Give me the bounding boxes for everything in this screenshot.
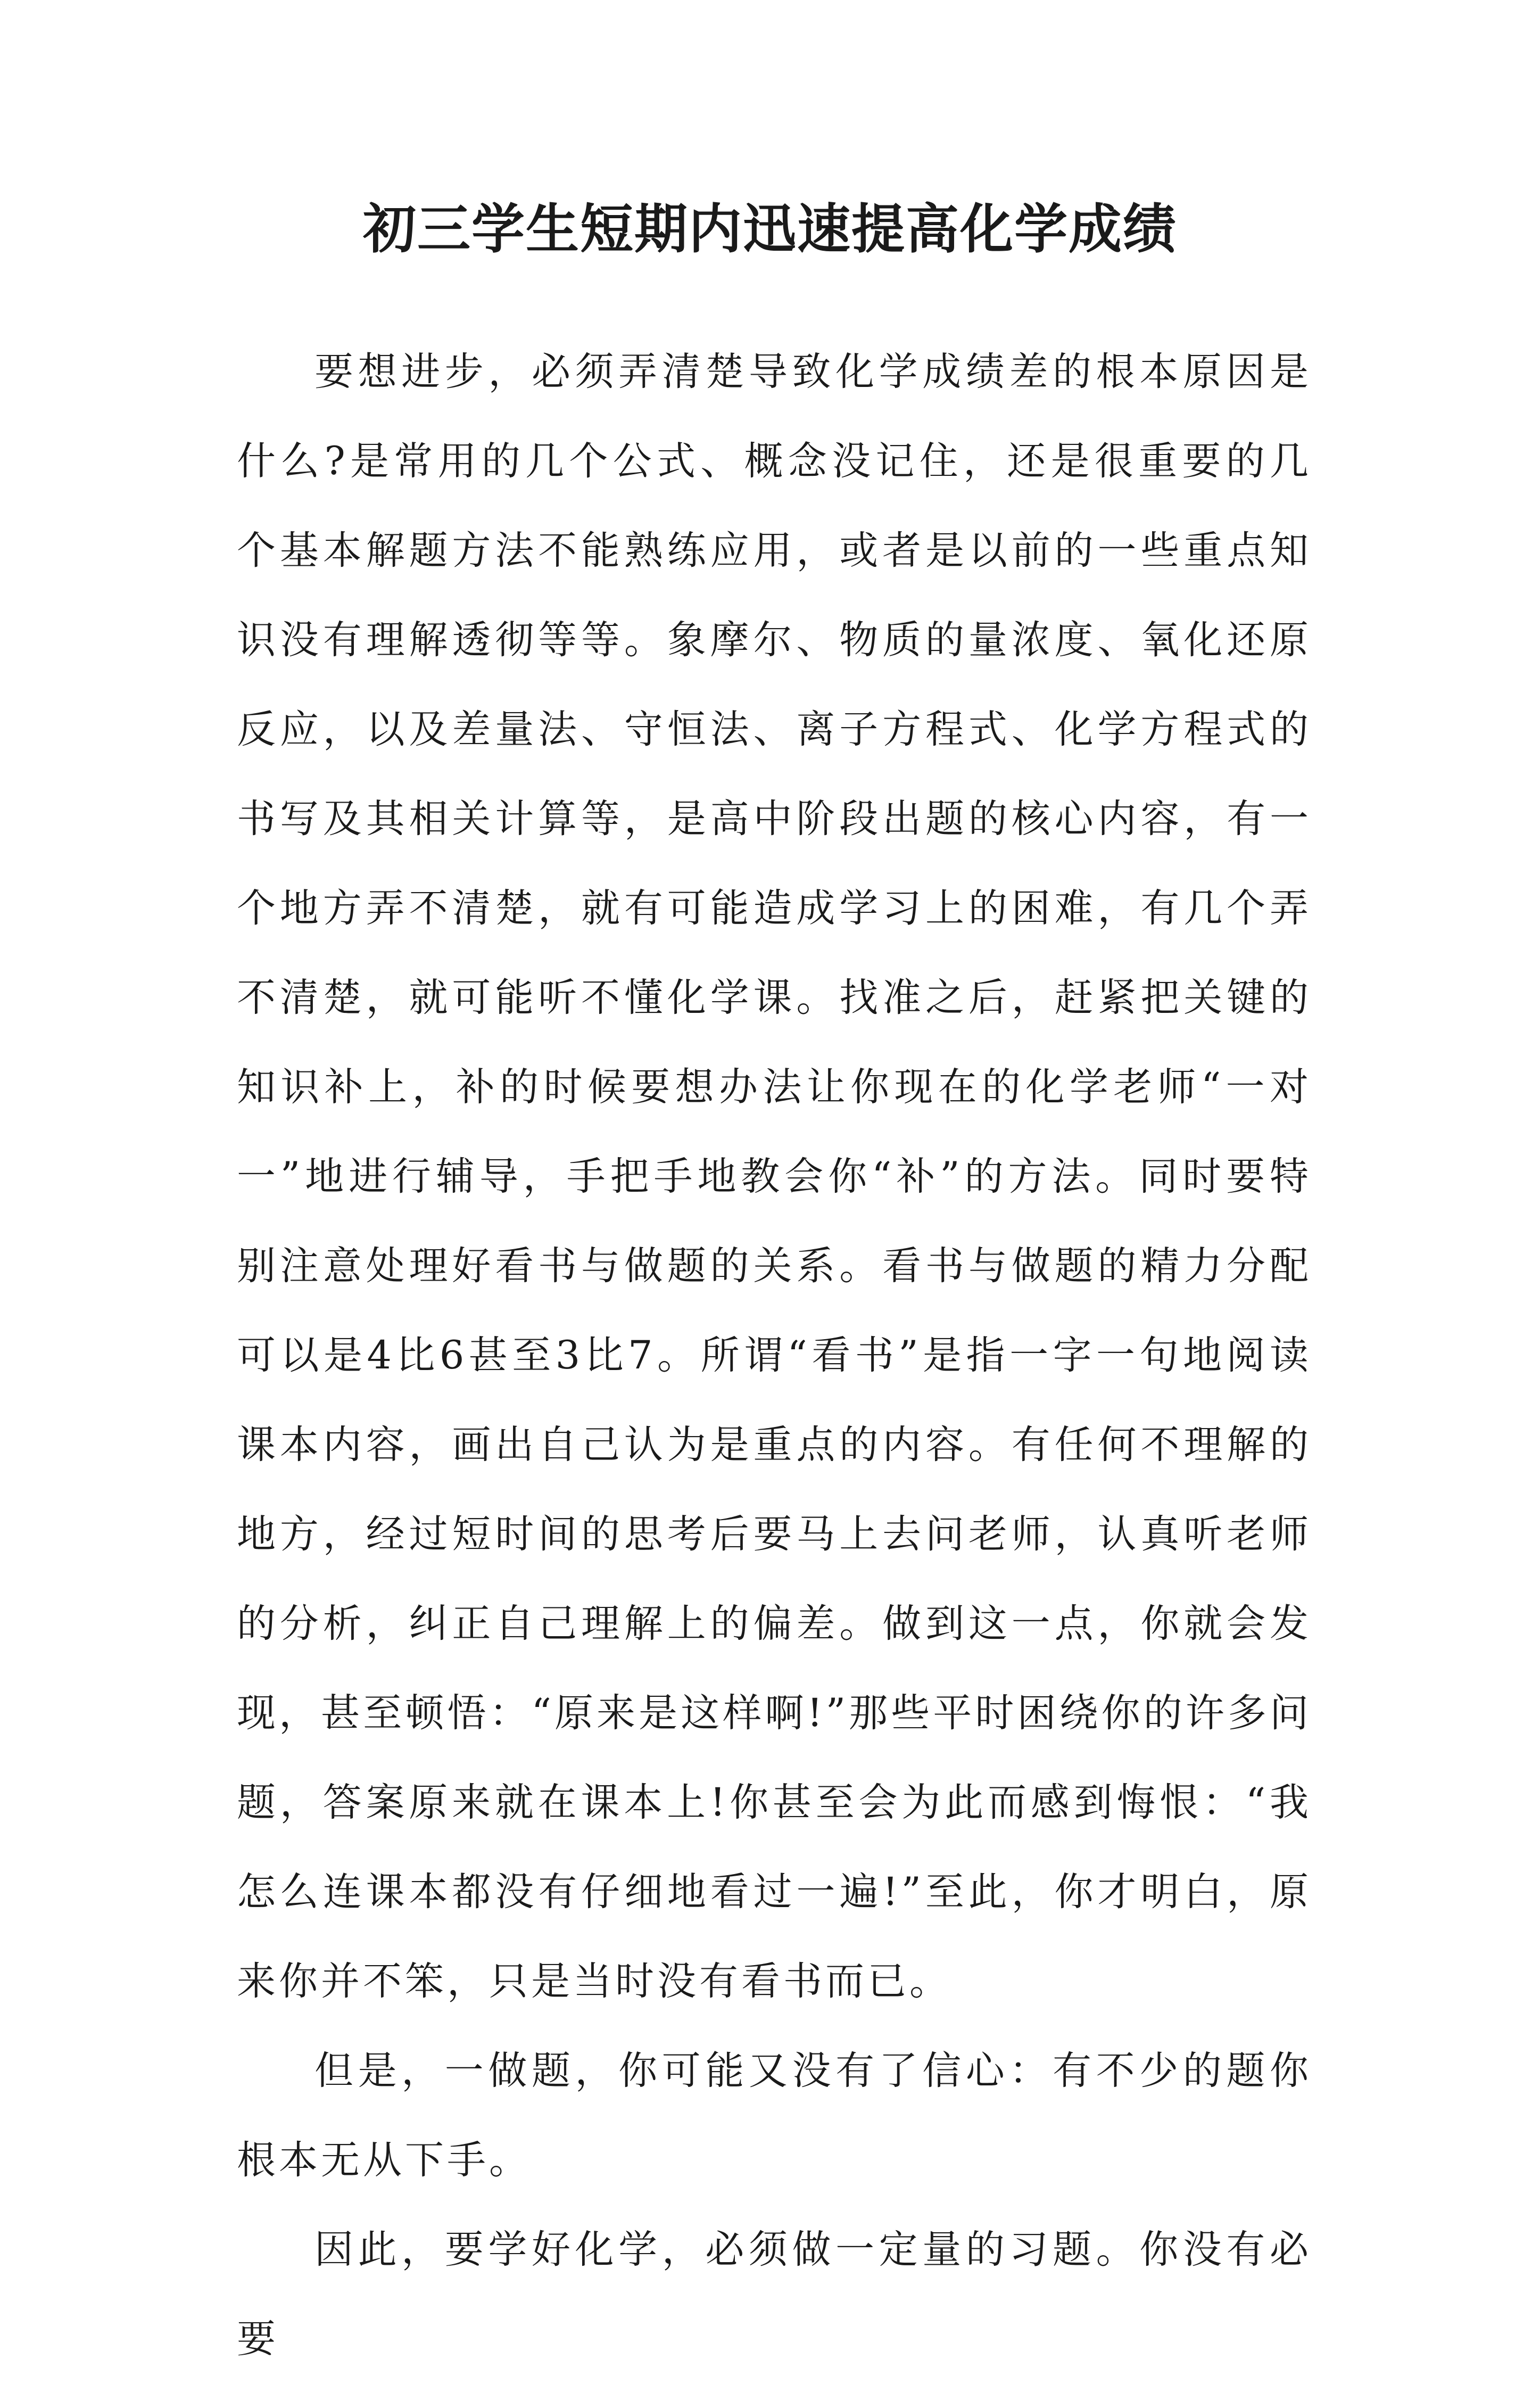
document-title: 初三学生短期内迅速提高化学成绩	[363, 197, 1177, 260]
paragraph-2: 但是，一做题，你可能又没有了信心：有不少的题你根本无从下手。	[237, 2048, 1312, 2183]
document-body	[237, 327, 1312, 2384]
paragraph-1: 要想进步，必须弄清楚导致化学成绩差的根本原因是什么?是常用的几个公式、概念没记住，还是很重要的几个基本解题方法不能熟练应用，或者是以前的一些重点知识没有理解透彻等等。象摩尔、物质的量浓度、氧化还原反应，以及差量法、守恒法、离子方程式、化学方程式的书写及其相关计算等，是高中阶段出题的核心内容，有一个地方弄不清楚，就有可能造成学习上的困难，有几个弄不清楚，就可能听不懂化学课。找准之后，赶紧把关键的知识补上，补的时候要想办法让你现在的化学老师“一对一”地进行辅导，手把手地教会你“补”的方法。同时要特别注意处理好看书与做题的关系。看书与做题的精力分配可以是4比6甚至3比7。所谓“看书”是指一字一句地阅读课本内容，画出自己认为是重点的内容。有任何不理解的地方，经过短时间的思考后要马上去问老师，认真听老师的分析，纠正自己理解上的偏差。做到这一点，你就会发现，甚至顿悟：“原来是这样啊!”那些平时困绕你的许多问题，答案原来就在课本上!你甚至会为此而感到悔恨：“我怎么连课本都没有仔细地看过一遍!”至此，你才明白，原来你并不笨，只是当时没有看书而已。	[237, 349, 1312, 2004]
paragraph-3: 因此，要学好化学，必须做一定量的习题。你没有必要	[237, 2227, 1312, 2362]
